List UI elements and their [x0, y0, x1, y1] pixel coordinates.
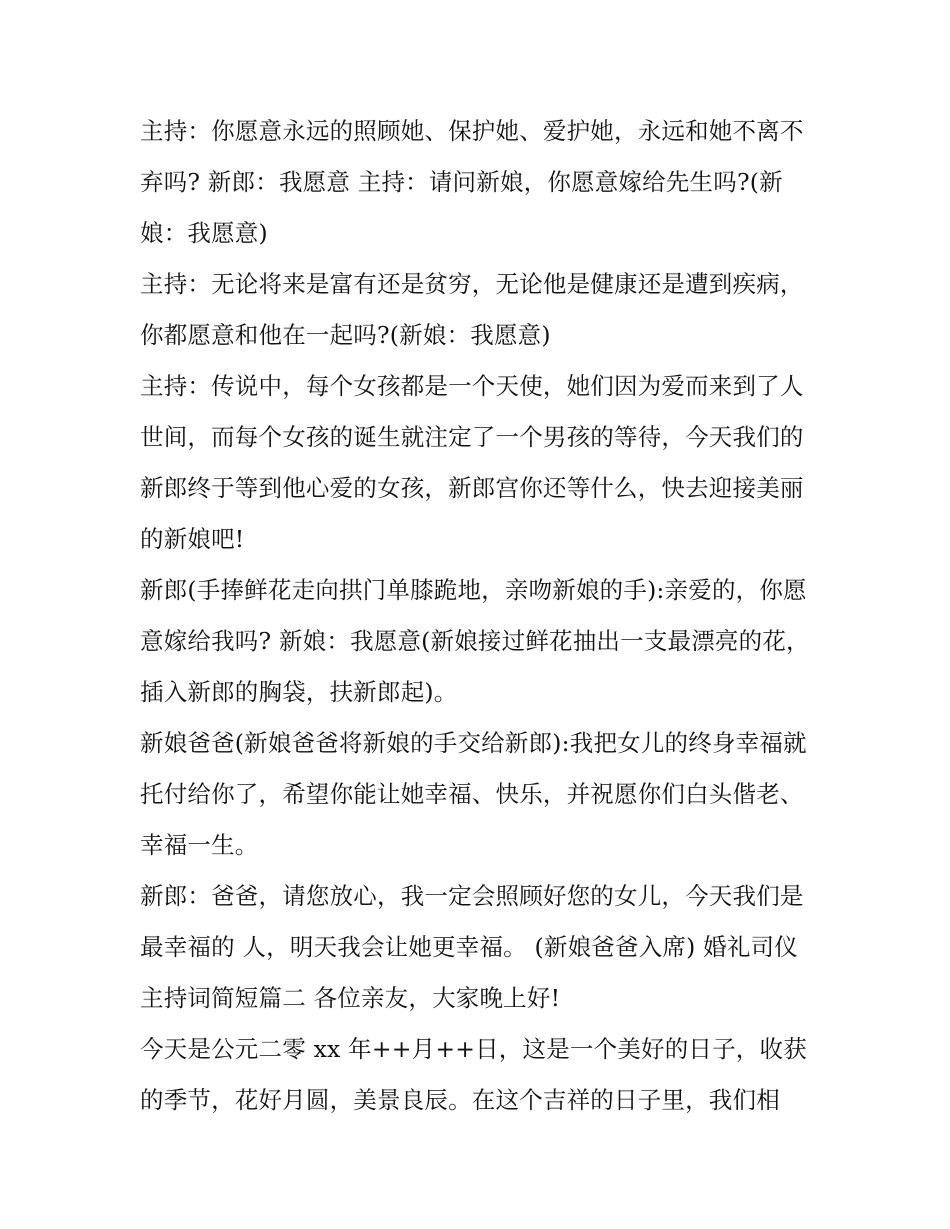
- document-body: [140, 106, 820, 1126]
- paragraph-host-vow-question: 主持：你愿意永远的照顾她、保护她、爱护她，永远和她不离不弃吗? 新郎：我愿意 主持：请问新娘，你愿意嫁给先生吗?(新娘：我愿意): [140, 117, 804, 247]
- paragraph-host-rich-poor: 主持：无论将来是富有还是贫穷，无论他是健康还是遭到疾病，你都愿意和他在一起吗?(新娘：我愿意): [140, 270, 804, 349]
- paragraph-bride-father: 新娘爸爸(新娘爸爸将新娘的手交给新郎):我把女儿的终身幸福就托付给你了，希望你能让她幸福、快乐，并祝愿你们白头偕老、幸福一生。: [140, 729, 807, 859]
- paragraph-groom-reply: 新郎：爸爸，请您放心，我一定会照顾好您的女儿，今天我们是最幸福的 人，明天我会让她更幸福。 (新娘爸爸入席) 婚礼司仪主持词简短篇二 各位亲友，大家晚上好!: [140, 882, 804, 1012]
- paragraph-host-angel-legend: 主持：传说中，每个女孩都是一个天使，她们因为爱而来到了人世间，而每个女孩的诞生就注定了一个男孩的等待，今天我们的新郎终于等到他心爱的女孩，新郎宫你还等什么，快去迎接美丽的新娘吧!: [140, 372, 804, 553]
- paragraph-groom-proposal: 新郎(手捧鲜花走向拱门单膝跪地，亲吻新娘的手):亲爱的，你愿意嫁给我吗? 新娘：我愿意(新娘接过鲜花抽出一支最漂亮的花，插入新郎的胸袋，扶新郎起)。: [140, 576, 810, 706]
- paragraph-date-opening: 今天是公元二零 xx 年++月++日，这是一个美好的日子，收获的季节，花好月圆，美景良辰。在这个吉祥的日子里，我们相: [140, 1035, 807, 1114]
